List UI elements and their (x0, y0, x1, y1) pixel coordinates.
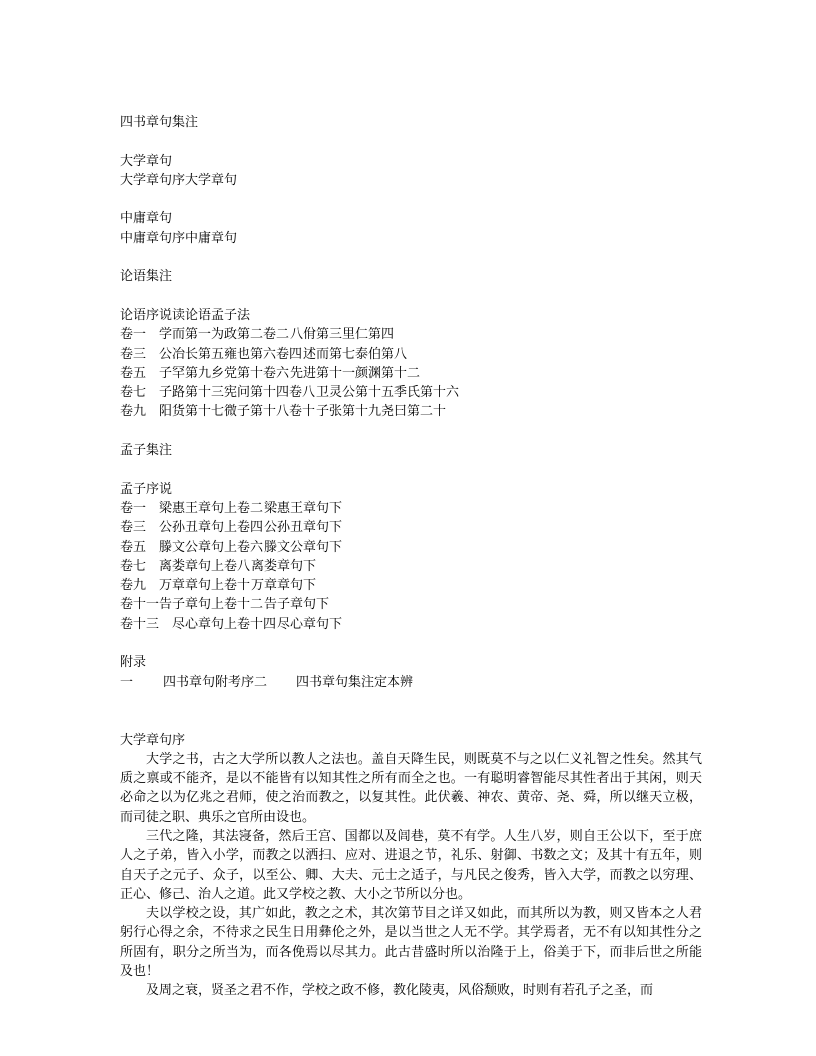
chapter-title: 滕文公章句上 (159, 539, 238, 555)
volume-label: 卷二 (237, 500, 264, 516)
daxue-toc-line: 大学章句序大学章句 (120, 172, 238, 188)
volume-label: 卷一 (120, 500, 147, 516)
volume-label: 卷五 (120, 539, 147, 555)
chapter-title: 学而第一为政第二 (159, 327, 264, 343)
spacer (120, 132, 702, 151)
chapter-title: 子张第十九尧曰第二十 (316, 404, 447, 420)
zhongyong-toc-line: 中庸章句序中庸章句 (120, 230, 238, 246)
chapter-title: 公冶长第五雍也第六 (159, 346, 277, 362)
chapter-title: 八佾第三里仁第四 (290, 327, 395, 343)
volume-label: 卷十 (289, 404, 316, 420)
mengzi-toc-row (120, 557, 702, 576)
zhongyong-heading: 中庸章句 (120, 211, 173, 227)
preface-paragraph: 及周之衰，贤圣之君不作，学校之政不修，教化陵夷，风俗颓败，时则有若孔子之圣，而 (146, 983, 654, 999)
mengzi-toc-row (120, 595, 702, 614)
mengzi-intro: 孟子序说 (120, 481, 173, 497)
chapter-title: 公孙丑章句上 (159, 520, 238, 536)
volume-label: 卷十四 (237, 616, 277, 632)
volume-label: 卷四 (276, 346, 303, 362)
volume-label: 卷十 (224, 578, 251, 594)
daxue-heading: 大学章句 (120, 153, 173, 169)
preface-heading: 大学章句序 (120, 732, 186, 748)
appendix-item: 四书章句附考序 (163, 674, 255, 690)
lunyu-toc-row (120, 364, 702, 383)
spacer (120, 460, 702, 479)
chapter-title: 万章章句上 (159, 578, 225, 594)
volume-label: 卷十一 (120, 597, 160, 613)
volume-label: 卷一 (120, 327, 147, 343)
preface-paragraph: 夫以学校之设，其广如此，教之之术，其次第节目之详又如此，而其所以为教，则又皆本之人君躬行心得之余，不待求之民生日用彝伦之外，是以当世之人无不学。其学焉者，无不有以知其性分之所固有，职分之所当为，而各俛焉以尽其力。此古昔盛时所以治隆于上，俗美于下，而非后世之所能及也！ (120, 906, 702, 980)
chapter-title: 梁惠王章句上 (159, 500, 238, 516)
volume-label: 卷三 (120, 346, 147, 362)
volume-label: 卷八 (224, 558, 251, 574)
spacer (120, 692, 702, 731)
volume-label: 卷二 (263, 327, 290, 343)
preface-paragraph: 三代之隆，其法寖备，然后王宫、国都以及闾巷，莫不有学。人生八岁，则自王公以下，至于庶人之子弟，皆入小学，而教之以洒扫、应对、进退之节，礼乐、射御、书数之文；及其十有五年，则自天子之元子、众子，以至公、卿、大夫、元士之适子，与凡民之俊秀，皆入大学，而教之以穷理、正心、修己、治人之道。此又学校之教、大小之节所以分也。 (120, 828, 702, 902)
appendix-number: 一 (120, 674, 134, 690)
preface-paragraph: 大学之书，古之大学所以教人之法也。盖自天降生民，则既莫不与之以仁义礼智之性矣。然其气质之禀或不能齐，是以不能皆有以知其性之所有而全之也。一有聪明睿智能尽其性者出于其闲，则天必命之以为亿兆之君师，使之治而教之，以复其性。此伏羲、神农、黄帝、尧、舜，所以继天立极，而司徒之职、典乐之官所由设也。 (120, 751, 702, 825)
chapter-title: 卫灵公第十五季氏第十六 (316, 385, 460, 401)
appendix-heading: 附录 (120, 655, 147, 671)
volume-label: 卷九 (120, 404, 147, 420)
volume-label: 卷七 (120, 558, 147, 574)
mengzi-toc-row (120, 538, 702, 557)
volume-label: 卷五 (120, 365, 147, 381)
volume-label: 卷七 (120, 385, 147, 401)
mengzi-toc-row (120, 615, 702, 634)
lunyu-toc-row (120, 345, 702, 364)
volume-label: 卷八 (289, 385, 316, 401)
spacer (120, 248, 702, 267)
chapter-title: 公孙丑章句下 (264, 520, 343, 536)
spacer (120, 422, 702, 441)
chapter-title: 梁惠王章句下 (264, 500, 343, 516)
appendix-number: 二 (254, 674, 268, 690)
volume-label: 卷四 (237, 520, 264, 536)
volume-label: 卷三 (120, 520, 147, 536)
chapter-title: 告子章句上 (159, 597, 225, 613)
volume-label: 卷十二 (224, 597, 264, 613)
volume-label: 卷六 (237, 539, 264, 555)
chapter-title: 尽心章句下 (277, 616, 343, 632)
lunyu-toc-row (120, 325, 702, 344)
chapter-title: 阳货第十七微子第十八 (159, 404, 290, 420)
mengzi-toc-row (120, 576, 702, 595)
spacer (120, 190, 702, 209)
document-page (120, 113, 702, 1001)
chapter-title: 述而第七泰伯第八 (303, 346, 408, 362)
volume-label: 卷九 (120, 578, 147, 594)
spacer (120, 634, 702, 653)
volume-label: 卷六 (263, 365, 290, 381)
appendix-item: 四书章句集注定本辨 (296, 674, 414, 690)
lunyu-intro: 论语序说读论语孟子法 (120, 307, 251, 323)
lunyu-heading: 论语集注 (120, 269, 173, 285)
lunyu-toc-row (120, 402, 702, 421)
chapter-title: 离娄章句下 (251, 558, 317, 574)
chapter-title: 离娄章句上 (159, 558, 225, 574)
mengzi-heading: 孟子集注 (120, 443, 173, 459)
document-title: 四书章句集注 (120, 115, 199, 130)
chapter-title: 告子章句下 (264, 597, 330, 613)
chapter-title: 子路第十三宪问第十四 (159, 385, 290, 401)
chapter-title: 先进第十一颜渊第十二 (290, 365, 421, 381)
chapter-title: 万章章句下 (251, 578, 317, 594)
mengzi-toc-row (120, 518, 702, 537)
volume-label: 卷十三 (120, 616, 160, 632)
lunyu-toc-row (120, 383, 702, 402)
appendix-row (120, 673, 702, 692)
chapter-title: 尽心章句上 (172, 616, 238, 632)
chapter-title: 滕文公章句下 (264, 539, 343, 555)
chapter-title: 子罕第九乡党第十 (159, 365, 264, 381)
spacer (120, 287, 702, 306)
mengzi-toc-row (120, 499, 702, 518)
